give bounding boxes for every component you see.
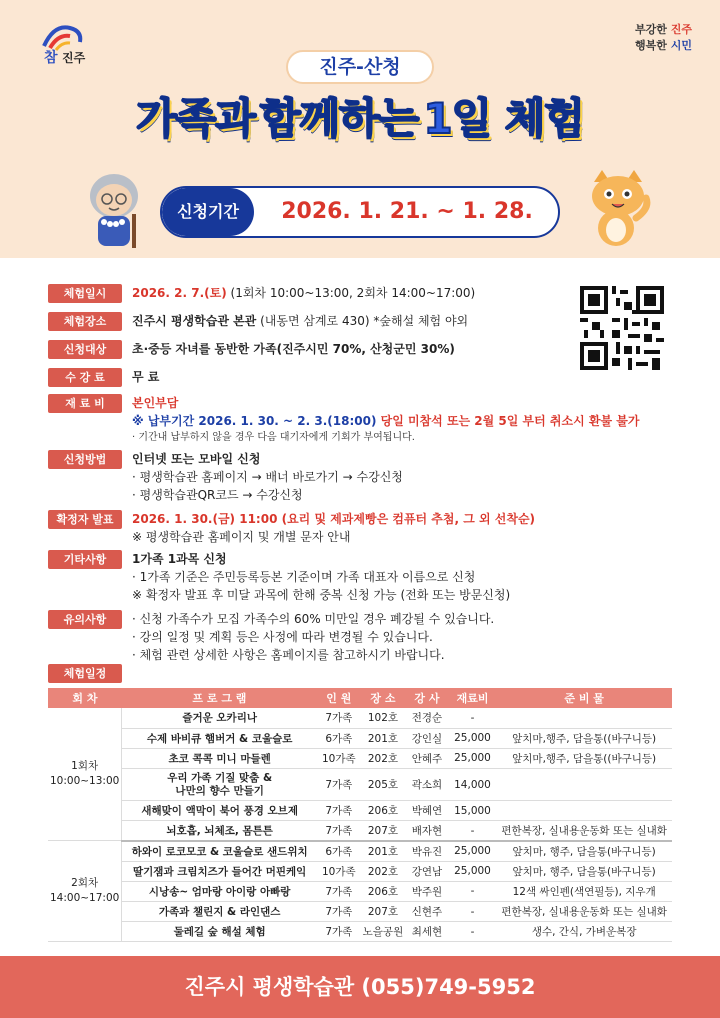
mascot-cat-illustration xyxy=(580,168,656,248)
region-badge: 진주-산청 xyxy=(286,50,434,84)
hero-banner xyxy=(0,0,720,258)
tag-date: 체험일시 xyxy=(48,284,122,303)
tag-etc: 기타사항 xyxy=(48,550,122,569)
tag-method: 신청방법 xyxy=(48,450,122,469)
schedule-table xyxy=(48,688,672,942)
table-row: 1회차 10:00~13:00 즐거운 오카리나 7가족 102호 전경순 - xyxy=(48,708,672,728)
svg-text:참: 참 xyxy=(44,50,58,66)
svg-text:진주: 진주 xyxy=(62,51,86,65)
col-people: 인 원 xyxy=(317,688,361,708)
tag-material: 재 료 비 xyxy=(48,394,122,413)
footer-contact: 진주시 평생학습관 (055)749-5952 xyxy=(0,956,720,1018)
tag-fee: 수 강 료 xyxy=(48,368,122,387)
table-row: 딸기잼과 크림치즈가 들어간 머핀케익 10가족 202호 강연남 25,000 앞치마, 행주, 담을통(바구니등) xyxy=(48,861,672,881)
table-row: 둘레길 숲 해설 체험 7가족 노을공원 최세현 - 생수, 간식, 가벼운복장 xyxy=(48,922,672,942)
col-program: 프 로 그 램 xyxy=(122,688,317,708)
col-place: 장 소 xyxy=(361,688,406,708)
tag-confirm: 확정자 발표 xyxy=(48,510,122,529)
tag-place: 체험장소 xyxy=(48,312,122,331)
col-supplies: 준 비 물 xyxy=(496,688,672,708)
table-header-row xyxy=(48,688,672,708)
tag-notice: 유의사항 xyxy=(48,610,122,629)
tag-schedule: 체험일정 xyxy=(48,664,122,683)
main-title xyxy=(0,86,720,146)
col-teacher: 강 사 xyxy=(405,688,448,708)
table-row: 2회차 14:00~17:00 하와이 로코모코 & 코울슬로 샌드위치 6가족 201호 박유진 25,000 앞치마, 행주, 담을통(바구니등) xyxy=(48,841,672,861)
mascot-grandma-illustration xyxy=(74,166,154,250)
period-label: 신청기간 xyxy=(162,188,254,236)
session-2-cell: 2회차 14:00~17:00 xyxy=(48,841,122,942)
period-value: 2026. 1. 21. ~ 1. 28. xyxy=(281,199,533,224)
table-row: 초코 콕콕 미니 마들렌 10가족 202호 안혜주 25,000 앞치마,행주, 담을통((바구니등) xyxy=(48,748,672,768)
table-row: 뇌호흡, 뇌체조, 몸튼튼 7가족 207호 배자현 - 편한복장, 실내용운동화 또는 실내화 xyxy=(48,821,672,841)
title-part3: 1일 체험 xyxy=(423,94,584,143)
col-fee: 재료비 xyxy=(449,688,497,708)
table-row: 우리 가족 기질 맞춤 & 나만의 향수 만들기 7가족 205호 곽소희 14,000 xyxy=(48,769,672,801)
title-part1: 가족과 xyxy=(136,94,255,143)
table-row: 새해맞이 액막이 북어 풍경 오브제 7가족 206호 박혜연 15,000 xyxy=(48,801,672,821)
table-row: 수제 바비큐 햄버거 & 코울슬로 6가족 201호 강인실 25,000 앞치마,행주, 담을통((바구니등) xyxy=(48,728,672,748)
application-period xyxy=(160,186,560,238)
qr-code[interactable] xyxy=(580,286,664,370)
table-row: 시낭송~ 엄마랑 아이랑 아빠랑 7가족 206호 박주원 - 12색 싸인펜(색연필등), 지우개 xyxy=(48,881,672,901)
table-row: 가족과 챌린지 & 라인댄스 7가족 207호 신현주 - 편한복장, 실내용운동화 또는 실내화 xyxy=(48,902,672,922)
city-logo xyxy=(36,18,96,68)
session-1-cell: 1회차 10:00~13:00 xyxy=(48,708,122,841)
city-slogan: 부강한 진주 행복한 시민 xyxy=(635,23,692,52)
col-session: 회 차 xyxy=(48,688,122,708)
title-part2: 함께하는 xyxy=(259,94,419,143)
tag-target: 신청대상 xyxy=(48,340,122,359)
